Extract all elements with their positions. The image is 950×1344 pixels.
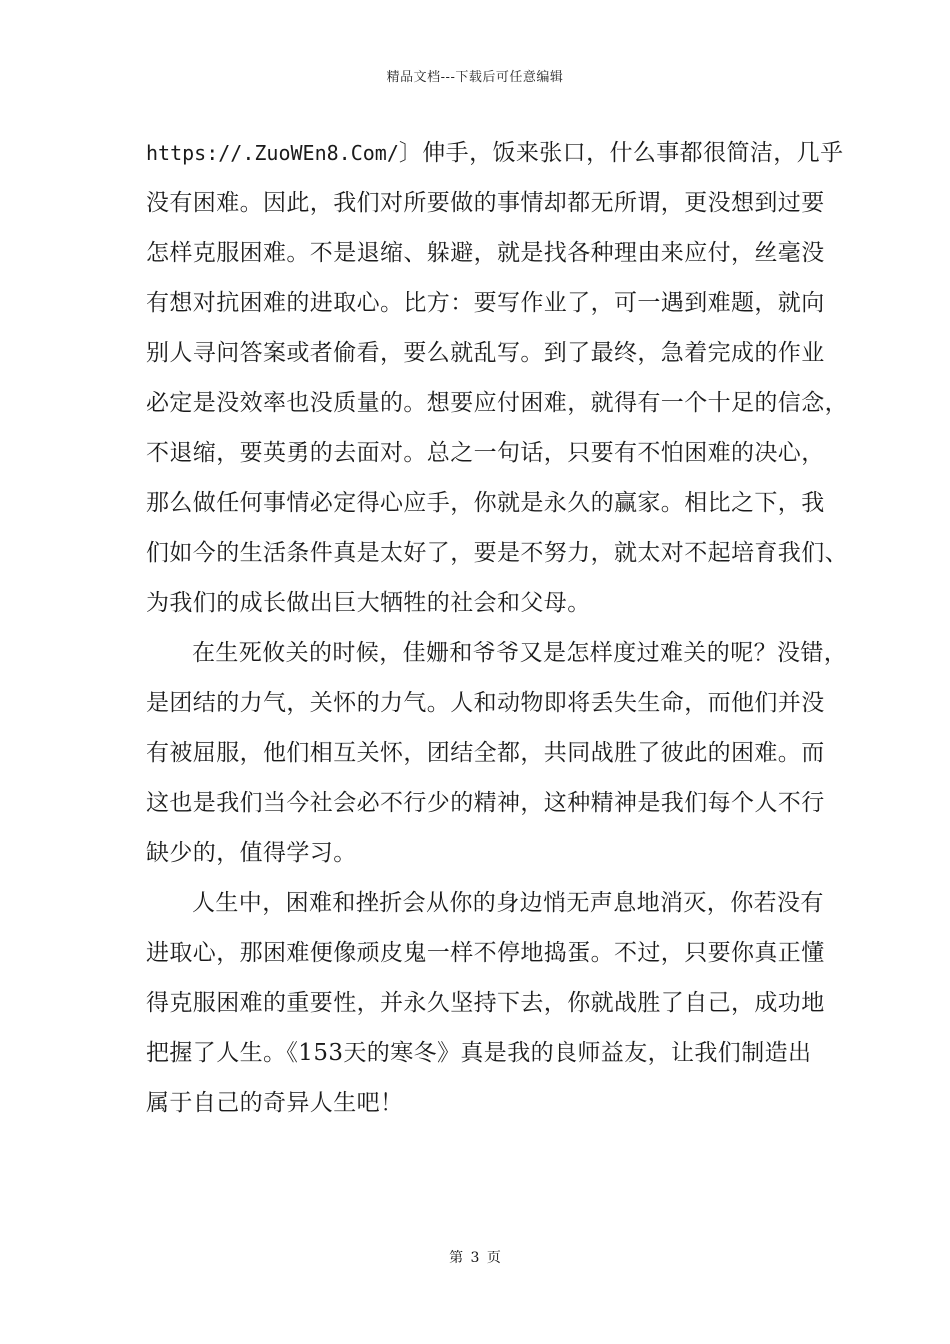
paragraph-3-line-4: 把握了人生。《153天的寒冬》真是我的良师益友，让我们制造出 xyxy=(146,1040,812,1066)
paragraph-2-line-4: 这也是我们当今社会必不行少的精神，这种精神是我们每个人不行 xyxy=(146,790,825,816)
paragraph-2-line-3: 有被屈服，他们相互关怀，团结全都，共同战胜了彼此的困难。而 xyxy=(146,740,825,766)
paragraph-3-line-2: 进取心，那困难便像顽皮鬼一样不停地捣蛋。不过，只要你真正懂 xyxy=(146,940,825,966)
paragraph-1-line-6: 必定是没效率也没质量的。想要应付困难，就得有一个十足的信念， xyxy=(146,390,848,416)
paragraph-1-line-10: 为我们的成长做出巨大牺牲的社会和父母。 xyxy=(146,590,591,616)
paragraph-1-line-2: 没有困难。因此，我们对所要做的事情却都无所谓，更没想到过要 xyxy=(146,190,825,216)
url-text: https://.ZuoWEn8.Com/ xyxy=(146,141,399,165)
paragraph-1-line-8: 那么做任何事情必定得心应手，你就是永久的赢家。相比之下，我 xyxy=(146,490,825,516)
document-header: 精品文档---下载后可任意编辑 xyxy=(386,70,564,85)
paragraph-1-line-9: 们如今的生活条件真是太好了，要是不努力，就太对不起培育我们、 xyxy=(146,540,848,566)
paragraph-3-line-3: 得克服困难的重要性，并永久坚持下去，你就战胜了自己，成功地 xyxy=(146,990,825,1016)
paragraph-1-line-1-text: 〕伸手，饭来张口，什么事都很简洁，几乎 xyxy=(398,140,844,166)
paragraph-1-line-7: 不退缩，要英勇的去面对。总之一句话，只要有不怕困难的决心， xyxy=(146,440,825,466)
paragraph-1-line-4: 有想对抗困难的进取心。比方：要写作业了，可一遇到难题，就向 xyxy=(146,290,825,316)
paragraph-2-line-1: 在生死攸关的时候，佳姗和爷爷又是怎样度过难关的呢？没错， xyxy=(192,640,848,666)
paragraph-1-line-5: 别人寻问答案或者偷看，要么就乱写。到了最终，急着完成的作业 xyxy=(146,340,825,366)
page-number: 第 3 页 xyxy=(449,1250,501,1266)
paragraph-1-line-1 xyxy=(146,128,844,178)
document-body xyxy=(146,128,848,1128)
paragraph-2-line-2: 是团结的力气，关怀的力气。人和动物即将丢失生命，而他们并没 xyxy=(146,690,825,716)
paragraph-1-line-3: 怎样克服困难。不是退缩、躲避，就是找各种理由来应付，丝毫没 xyxy=(146,240,825,266)
paragraph-2-line-5: 缺少的，值得学习。 xyxy=(146,840,357,866)
paragraph-3-line-1: 人生中，困难和挫折会从你的身边悄无声息地消灭，你若没有 xyxy=(192,890,824,916)
paragraph-3-line-5: 属于自己的奇异人生吧！ xyxy=(146,1090,404,1116)
